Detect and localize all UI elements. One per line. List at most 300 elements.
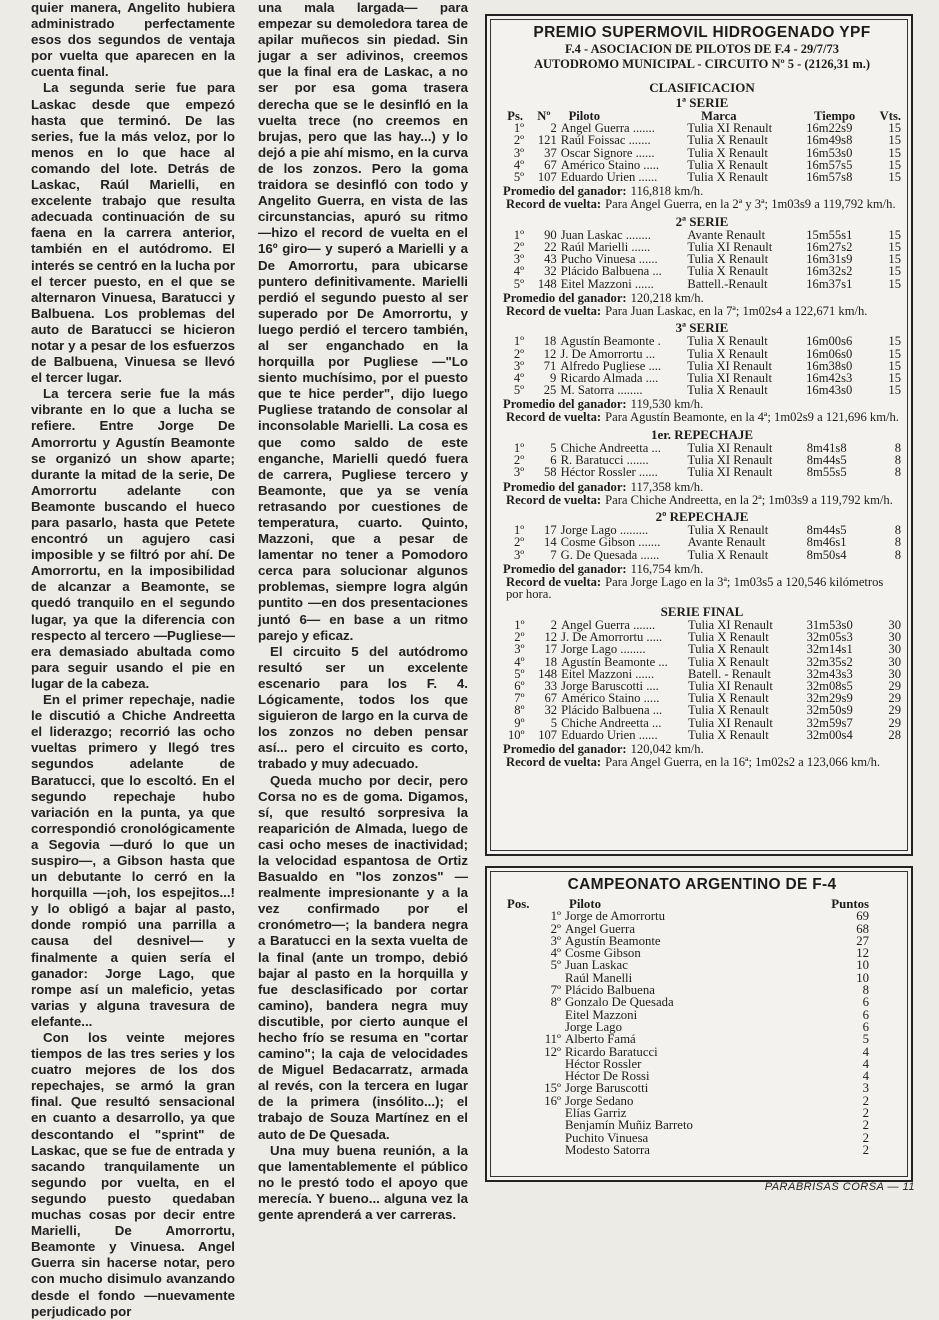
points-cell: 10 <box>856 958 869 973</box>
time-cell: 16m00s6 <box>806 334 853 349</box>
laps-cell: 30 <box>888 666 901 681</box>
points-cell: 69 <box>856 909 869 924</box>
article-column-1 <box>31 0 235 1320</box>
car-number-cell: 2 <box>550 121 557 136</box>
driver-cell: Cosme Gibson <box>565 946 641 961</box>
driver-cell: Elías Garriz <box>565 1106 627 1121</box>
driver-cell: Pucho Vinuesa ...... <box>560 252 658 267</box>
lap-record-label: Record de vuelta: <box>506 303 602 318</box>
position-cell: 5º <box>513 170 525 185</box>
position-cell: 2º <box>513 133 525 148</box>
laps-cell: 15 <box>888 227 901 242</box>
laps-cell: 8 <box>894 523 901 538</box>
car-make-cell: Avante Renault <box>687 535 766 550</box>
championship-row <box>503 959 869 971</box>
car-number-cell: 90 <box>544 227 557 242</box>
points-cell: 2 <box>862 1093 869 1108</box>
car-make-cell: Tulia XI Renault <box>687 441 773 456</box>
car-make-cell: Tulia X Renault <box>687 383 768 398</box>
championship-box <box>485 866 913 1182</box>
driver-cell: Benjamín Muñiz Barreto <box>565 1118 693 1133</box>
series-container <box>503 95 901 769</box>
car-make-cell: Tulia X Renault <box>687 133 768 148</box>
time-cell: 16m57s5 <box>806 157 853 172</box>
driver-cell: J. De Amorrortu ... <box>560 346 656 361</box>
driver-cell: G. De Quesada ...... <box>560 547 660 562</box>
car-make-cell: Tulia XI Renault <box>687 371 772 386</box>
series-table <box>503 524 901 561</box>
laps-cell: 15 <box>888 145 901 160</box>
points-cell: 5 <box>862 1032 869 1047</box>
laps-cell: 15 <box>888 240 901 255</box>
lap-record <box>506 198 901 211</box>
position-cell: 2º <box>513 535 525 550</box>
lap-record-label: Record de vuelta: <box>506 574 602 589</box>
article-paragraph <box>258 0 468 644</box>
car-number-cell: 6 <box>550 453 557 468</box>
lap-record-value: Para Angel Guerra, en la 16ª; 1m02s2 a 123,066 km/h. <box>605 755 881 770</box>
series-table <box>503 335 901 396</box>
series-heading: 1er. REPECHAJE <box>650 427 754 443</box>
laps-cell: 15 <box>888 252 901 267</box>
time-cell: 16m37s1 <box>806 276 853 291</box>
time-cell: 8m44s5 <box>806 523 847 538</box>
driver-cell: Eitel Mazzoni ...... <box>560 276 654 291</box>
car-make-cell: Tulia XI Renault <box>688 715 773 730</box>
header-tiempo: Tiempo <box>814 109 856 123</box>
car-make-cell: Tulia X Renault <box>687 252 769 267</box>
result-row <box>503 466 901 478</box>
points-cell: 10 <box>856 970 869 985</box>
car-make-cell: Tulia X Renault <box>687 523 769 538</box>
driver-cell: Plácido Balbuena <box>565 983 655 998</box>
time-cell: 32m00s4 <box>806 727 853 742</box>
driver-cell: Agustín Beamonte ... <box>561 654 668 669</box>
position-cell: 1º <box>513 121 525 136</box>
result-row <box>503 335 901 347</box>
driver-cell: R. Baratucci ....... <box>560 453 649 468</box>
position-cell <box>503 1132 565 1144</box>
points-cell: 4 <box>862 1069 869 1084</box>
series-table <box>503 122 901 183</box>
time-cell: 31m53s0 <box>806 618 853 633</box>
position-cell: 3º <box>513 465 525 480</box>
car-number-cell: 107 <box>538 727 558 742</box>
time-cell: 16m06s0 <box>806 346 853 361</box>
results-subtitle-2: AUTODROMO MUNICIPAL - CIRCUITO Nº 5 - (2126,31 m.) <box>533 57 871 71</box>
position-cell: 1º <box>514 618 525 633</box>
time-cell: 8m41s8 <box>806 441 847 456</box>
car-number-cell: 14 <box>544 535 557 550</box>
winner-average-value: 120,218 km/h. <box>630 290 704 305</box>
article-paragraph: quier manera, Angelito hubiera administrado perfectamente esos dos segundos de ventaja por vuelta que aparecen en la cuenta final. <box>31 0 235 80</box>
driver-cell: Angel Guerra <box>565 921 635 936</box>
position-cell <box>503 1009 565 1021</box>
laps-cell: 15 <box>888 346 901 361</box>
driver-cell: M. Satorra ........ <box>560 383 643 398</box>
time-cell: 32m43s3 <box>806 666 853 681</box>
championship-row <box>503 1009 869 1021</box>
car-number-cell: 2 <box>550 618 558 633</box>
car-number-cell: 12 <box>543 346 557 361</box>
laps-cell: 15 <box>888 170 901 185</box>
car-make-cell: Tulia X Renault <box>688 691 769 706</box>
result-row <box>503 348 901 360</box>
position-cell: 2º <box>513 240 524 255</box>
laps-cell: 15 <box>888 334 901 349</box>
position-cell: 12º <box>544 1044 561 1059</box>
car-number-cell: 148 <box>538 666 558 681</box>
driver-cell: Jorge Sedano <box>565 1093 634 1108</box>
laps-cell: 30 <box>888 630 901 645</box>
lap-record-label: Record de vuelta: <box>506 410 602 425</box>
car-number-cell: 12 <box>544 630 558 645</box>
championship-row <box>503 1046 869 1058</box>
points-cell: 12 <box>856 946 869 961</box>
car-number-cell: 67 <box>544 691 558 706</box>
driver-cell: Jorge Lago <box>565 1019 622 1034</box>
series-heading: 2ª SERIE <box>675 213 729 229</box>
position-cell: 2º <box>513 346 525 361</box>
time-cell: 32m59s7 <box>806 715 853 730</box>
car-number-cell: 5 <box>550 715 558 730</box>
car-number-cell: 17 <box>544 642 558 657</box>
lap-record-value: Para Angel Guerra, en la 2ª y 3ª; 1m03s9 a 119,792 km/h. <box>605 197 896 212</box>
car-number-cell: 18 <box>543 334 557 349</box>
laps-cell: 29 <box>888 679 901 694</box>
laps-cell: 29 <box>888 703 901 718</box>
series-heading: 1ª SERIE <box>675 95 729 110</box>
driver-cell: Plácido Balbuena ... <box>561 703 663 718</box>
championship-rows <box>503 910 869 1156</box>
championship-row <box>503 1058 869 1070</box>
position-cell: 5º <box>513 383 525 398</box>
position-cell: 4º <box>513 371 525 386</box>
article-paragraph: Una muy buena reunión, a la que lamentablemente el público no le prestó todo el apoyo que merecía. Y bueno... alguna vez la gente aprenderá a ver carreras. <box>258 1142 468 1223</box>
championship-row <box>503 1132 869 1144</box>
driver-cell: Héctor De Rossi <box>565 1069 650 1084</box>
time-cell: 16m49s8 <box>806 133 853 148</box>
position-cell <box>503 1058 565 1070</box>
series-heading: 3ª SERIE <box>675 320 729 336</box>
article-paragraph: La tercera serie fue la más vibrante en lo que a lucha se refiere. Entre Jorge De Amorrortu y Agustín Beamonte se organizó un show aparte; durante la mitad de la serie, De Amorrortu adelante con Beamonte buscando el hueco para pasarlo, hasta que Petete encontró un agujero casi imposible y se filtró por ahí. De Amorrortu, en la imposibilidad de alcanzar a Beamonte, se quedó tranquilo en el segundo lugar, ya que la diferencia con respecto al tercero —Pugliese— era demasiado abultada como para seguir usando el pie en lugar de la cabeza. <box>31 386 235 691</box>
car-number-cell: 37 <box>544 145 557 160</box>
result-row <box>503 729 901 741</box>
time-cell: 16m38s0 <box>806 358 853 373</box>
time-cell: 16m32s2 <box>806 264 853 279</box>
laps-cell: 30 <box>888 654 901 669</box>
time-cell: 8m44s5 <box>806 453 847 468</box>
position-cell: 2º <box>550 921 561 936</box>
lap-record <box>506 756 901 769</box>
driver-cell: Plácido Balbuena ... <box>560 264 662 279</box>
car-number-cell: 25 <box>543 383 557 398</box>
position-cell: 5º <box>513 276 524 291</box>
time-cell: 8m55s5 <box>806 465 847 480</box>
position-cell: 3º <box>550 933 561 948</box>
car-make-cell: Tulia X Renault <box>687 547 769 562</box>
driver-cell: Jorge Baruscotti <box>565 1081 649 1096</box>
quote: "Lo siento muchísimo, por el puesto que te hice perder" <box>258 354 468 402</box>
time-cell: 8m50s4 <box>806 547 847 562</box>
points-cell: 68 <box>856 921 869 936</box>
car-make-cell: Tulia X Renault <box>687 157 768 172</box>
position-cell: 8º <box>550 995 561 1010</box>
championship-row <box>503 1082 869 1094</box>
championship-row <box>503 1144 869 1156</box>
winner-average-value: 117,358 km/h. <box>630 479 704 494</box>
article-column-2 <box>258 0 468 1223</box>
position-cell: 1º <box>513 523 525 538</box>
championship-row <box>503 910 869 922</box>
car-make-cell: Tulia XI Renault <box>688 618 773 633</box>
time-cell: 16m42s3 <box>806 371 853 386</box>
header-pos: Pos. <box>507 897 530 911</box>
laps-cell: 8 <box>894 535 901 550</box>
car-make-cell: Tulia X Renault <box>687 264 769 279</box>
driver-cell: Raúl Manelli <box>565 970 633 985</box>
position-cell: 3º <box>513 145 525 160</box>
driver-cell: Agustín Beamonte . <box>560 334 661 349</box>
laps-cell: 15 <box>888 371 901 386</box>
car-make-cell: Tulia X Renault <box>687 145 768 160</box>
lap-record-label: Record de vuelta: <box>506 197 602 212</box>
points-cell: 6 <box>862 995 869 1010</box>
lap-record <box>506 494 901 507</box>
position-cell: 5º <box>514 666 525 681</box>
points-cell: 2 <box>862 1130 869 1145</box>
points-cell: 8 <box>862 983 869 998</box>
time-cell: 16m57s8 <box>806 170 853 185</box>
laps-cell: 29 <box>888 715 901 730</box>
driver-cell: Eduardo Urien ...... <box>561 727 658 742</box>
result-row <box>503 704 901 716</box>
car-number-cell: 32 <box>544 264 557 279</box>
lap-record-value: Para Jorge Lago en la 3ª; 1m03s5 a 120,546 kilómetros por hora. <box>506 574 884 602</box>
laps-cell: 30 <box>888 642 901 657</box>
position-cell: 3º <box>513 547 525 562</box>
driver-cell: Jorge Lago ........ <box>561 642 646 657</box>
championship-row <box>503 996 869 1008</box>
position-cell: 10º <box>507 727 525 742</box>
points-cell: 3 <box>862 1081 869 1096</box>
time-cell: 32m29s9 <box>806 691 853 706</box>
lap-record-value: Para Chiche Andreetta, en la 2ª; 1m03s9 a 119,792 km/h. <box>605 492 893 507</box>
winner-average-value: 120,042 km/h. <box>630 742 704 757</box>
driver-cell: Jorge Baruscotti .... <box>561 679 659 694</box>
championship-table <box>503 898 869 1156</box>
points-cell: 4 <box>862 1044 869 1059</box>
result-row <box>503 265 901 277</box>
time-cell: 16m22s9 <box>806 121 853 136</box>
lap-record-label: Record de vuelta: <box>506 492 602 507</box>
series-heading: SERIE FINAL <box>660 604 744 620</box>
driver-cell: Modesto Satorra <box>565 1142 650 1157</box>
results-title: PREMIO SUPERMOVIL HIDROGENADO YPF <box>533 24 871 41</box>
driver-cell: Ricardo Baratucci <box>565 1044 658 1059</box>
driver-cell: Alfredo Pugliese .... <box>560 358 662 373</box>
car-number-cell: 5 <box>550 441 557 456</box>
driver-cell: Juan Laskac <box>565 958 628 973</box>
driver-cell: Angel Guerra ....... <box>560 121 655 136</box>
car-make-cell: Tulia X Renault <box>687 334 768 349</box>
car-number-cell: 121 <box>537 133 557 148</box>
result-row <box>503 643 901 655</box>
driver-cell: Jorge Lago ......... <box>560 523 649 538</box>
points-cell: 6 <box>862 1007 869 1022</box>
results-box <box>485 14 913 856</box>
result-row <box>503 536 901 548</box>
driver-cell: Angel Guerra ....... <box>561 618 656 633</box>
position-cell <box>503 1119 565 1131</box>
lap-record <box>506 305 901 318</box>
position-cell: 2º <box>514 630 525 645</box>
laps-cell: 28 <box>888 727 901 742</box>
position-cell: 4º <box>513 157 525 172</box>
header-marca: Marca <box>701 109 737 123</box>
points-cell: 6 <box>862 1019 869 1034</box>
driver-cell: Héctor Rossler ...... <box>560 465 658 480</box>
driver-cell: Eduardo Urien ...... <box>560 170 658 185</box>
driver-cell: Cosme Gibson ....... <box>560 535 661 550</box>
car-make-cell: Tulia XI Renault <box>687 121 773 136</box>
position-cell: 16º <box>544 1093 561 1108</box>
results-box-inner <box>490 19 908 851</box>
car-number-cell: 33 <box>544 679 558 694</box>
car-number-cell: 9 <box>550 371 557 386</box>
lap-record-value: Para Juan Laskac, en la 7ª; 1m02s4 a 122,671 km/h. <box>605 303 868 318</box>
driver-cell: Chiche Andreetta ... <box>560 441 661 456</box>
car-make-cell: Tulia X Renault <box>688 703 769 718</box>
position-cell: 4º <box>513 264 524 279</box>
result-row <box>503 147 901 159</box>
car-number-cell: 107 <box>537 170 557 185</box>
result-row <box>503 134 901 146</box>
driver-cell: Raúl Foissac ....... <box>560 133 651 148</box>
driver-cell: Agustín Beamonte <box>565 933 661 948</box>
car-number-cell: 67 <box>544 157 557 172</box>
position-cell: 9º <box>514 715 525 730</box>
series-table <box>503 229 901 290</box>
header-vts: Vts. <box>879 109 901 123</box>
position-cell: 11º <box>544 1032 561 1047</box>
page-footer: PARABRISAS CORSA — 11 <box>764 1181 915 1193</box>
car-make-cell: Tulia XI Renault <box>687 453 773 468</box>
laps-cell: 8 <box>894 441 901 456</box>
championship-box-inner <box>490 871 908 1177</box>
time-cell: 15m55s1 <box>806 227 853 242</box>
position-cell: 1º <box>513 227 524 242</box>
article-text: , dijo luego Pugliese tratando de consolar al inconsolable Marielli. La cosa es que como saldo de este enganche, Marielli quedó fuera de carrera, Pugliese tercero y Beamonte, que ya se venía retrasando por cuestiones de temperatura, cuarto. Quinto, Mazzoni, que a pesar de lamentar no tener a Pomodoro cerca para solucionar algunos problemas, siempre logra algún puntito —en dos presentaciones juntó 6— en base a un ritmo parejo y eficaz. <box>258 386 468 643</box>
car-make-cell: Avante Renault <box>687 227 766 242</box>
clasificacion-heading: CLASIFICACION <box>649 80 755 95</box>
series-heading: 2º REPECHAJE <box>655 509 749 525</box>
car-make-cell: Tulia XI Renault <box>687 240 773 255</box>
time-cell: 32m14s1 <box>806 642 853 657</box>
driver-cell: Raúl Marielli ...... <box>560 240 651 255</box>
car-make-cell: Tulia X Renault <box>687 170 768 185</box>
driver-cell: Gonzalo De Quesada <box>565 995 674 1010</box>
driver-cell: Oscar Signore ...... <box>560 145 655 160</box>
position-cell <box>503 1144 565 1156</box>
driver-cell: Jorge de Amorrortu <box>565 909 665 924</box>
laps-cell: 30 <box>888 618 901 633</box>
lap-record-label: Record de vuelta: <box>506 755 602 770</box>
winner-average-label: Promedio del ganador: <box>503 561 627 576</box>
laps-cell: 15 <box>888 121 901 136</box>
results-subtitle-1: F.4 - ASOCIACION DE PILOTOS DE F.4 - 29/7/73 <box>565 42 839 56</box>
championship-row <box>503 1119 869 1131</box>
result-row <box>503 656 901 668</box>
car-number-cell: 58 <box>543 465 557 480</box>
laps-cell: 29 <box>888 691 901 706</box>
position-cell: 15º <box>544 1081 561 1096</box>
car-number-cell: 18 <box>544 654 558 669</box>
position-cell: 5º <box>550 958 561 973</box>
lap-record <box>506 411 901 424</box>
laps-cell: 8 <box>894 547 901 562</box>
article-text: una mala largada— para empezar su demoledora tarea de apilar muñecos sin piedad. Sin jugar a ser adivinos, creemos que la final era de Laskac, a no ser por esa goma trasera derecha que se le desinfló en la vuelta trece (no creemos en brujas, pero que las hay...) y lo dejó a pie ahí mismo, en la curva de los zonzos. Pero la goma traidora se desinfló con todo y Angelito Guerra, en vista de las circunstancias, apuró su ritmo —hizo el record de vuelta en el 16º giro— y superó a Marielli y a De Amorrortu, para ubicarse puntero definitivamente. Marielli perdió el segundo puesto al ser superado por De Amorrortu, y luego perdió el tercero también, al ser enganchado en la horquilla por Pugliese — <box>258 0 468 370</box>
time-cell: 16m43s0 <box>806 383 853 398</box>
points-cell: 2 <box>862 1118 869 1133</box>
position-cell: 7º <box>514 691 525 706</box>
winner-average-label: Promedio del ganador: <box>503 397 627 412</box>
winner-average-label: Promedio del ganador: <box>503 184 627 199</box>
driver-cell: Héctor Rossler <box>565 1056 642 1071</box>
position-cell: 1º <box>550 909 561 924</box>
header-n: Nº <box>537 109 551 123</box>
car-make-cell: Tulia XI Renault <box>687 465 773 480</box>
article-paragraph: El circuito 5 del autódromo resultó ser un excelente escenario para los F. 4. Lógicamente, todos los que siguieron de largo en la curva de los zonzos no deben pensar así... pero el circuito es corto, trabado y muy adecuado. <box>258 643 468 772</box>
winner-average-label: Promedio del ganador: <box>503 290 627 305</box>
championship-title: CAMPEONATO ARGENTINO DE F-4 <box>567 876 837 893</box>
driver-cell: Puchito Vinuesa <box>565 1130 649 1145</box>
lap-record-value: Para Agustín Beamonte, en la 4ª; 1m02s9 a 121,696 km/h. <box>605 410 899 425</box>
header-puntos: Puntos <box>831 897 869 911</box>
car-make-cell: Tulia X Renault <box>688 642 769 657</box>
time-cell: 16m31s9 <box>806 252 853 267</box>
series-table <box>503 442 901 479</box>
result-row <box>503 278 901 290</box>
driver-cell: Chiche Andreetta ... <box>561 715 662 730</box>
time-cell: 32m35s2 <box>806 654 853 669</box>
car-make-cell: Tulia XI Renault <box>688 679 773 694</box>
position-cell: 4º <box>550 946 561 961</box>
driver-cell: Eitel Mazzoni ...... <box>561 666 655 681</box>
position-cell: 8º <box>514 703 525 718</box>
championship-row <box>503 1033 869 1045</box>
driver-cell: Américo Staino ..... <box>560 157 660 172</box>
header-piloto: Piloto <box>568 109 601 123</box>
result-row <box>503 171 901 183</box>
result-row <box>503 384 901 396</box>
laps-cell: 15 <box>888 133 901 148</box>
time-cell: 32m08s5 <box>806 679 853 694</box>
time-cell: 32m05s3 <box>806 630 853 645</box>
position-cell <box>503 1107 565 1119</box>
time-cell: 16m53s0 <box>806 145 853 160</box>
position-cell: 4º <box>514 654 525 669</box>
points-cell: 2 <box>862 1106 869 1121</box>
position-cell: 1º <box>513 441 525 456</box>
position-cell: 6º <box>514 679 525 694</box>
winner-average-label: Promedio del ganador: <box>503 742 627 757</box>
points-cell: 27 <box>856 933 869 948</box>
car-make-cell: Batell. - Renault <box>688 666 771 681</box>
driver-cell: J. De Amorrortu ..... <box>561 630 663 645</box>
winner-average-value: 116,818 km/h. <box>630 184 704 199</box>
header-ps: Ps. <box>507 109 524 123</box>
